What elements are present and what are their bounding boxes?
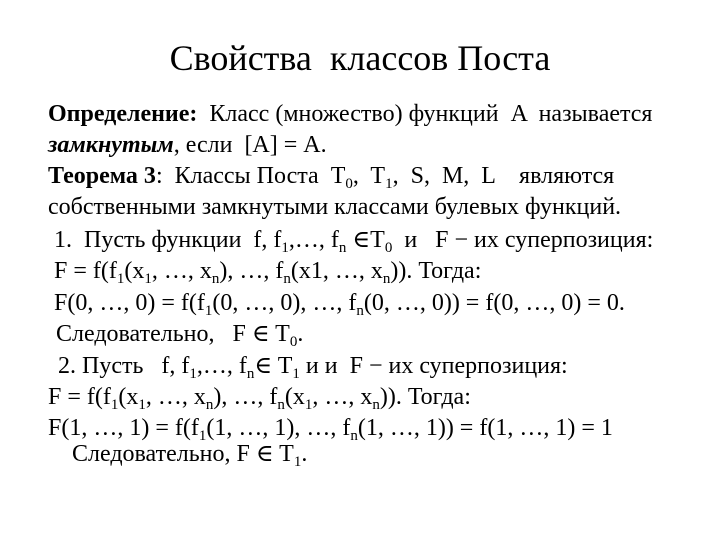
text: (1, …, 1), …, f: [206, 415, 351, 441]
definition-label: Определение:: [48, 101, 198, 127]
definition-text: Класс (множество) функций A называется: [197, 101, 653, 127]
subscript: n: [338, 240, 347, 256]
text: , …, x: [312, 384, 373, 410]
text: )). Тогда:: [390, 258, 482, 284]
text: (x1, …, x: [290, 258, 383, 284]
subscript: 1: [281, 240, 289, 256]
proof2-line-4: [72, 440, 307, 468]
text: ), …, f: [213, 384, 278, 410]
text: (x: [124, 258, 145, 284]
text: 2. Пусть f, f: [52, 353, 190, 379]
text: , …, x: [145, 384, 206, 410]
subscript: n: [277, 397, 285, 413]
subscript: n: [211, 271, 220, 287]
text: ,…, f: [288, 227, 339, 253]
text: ∈ T: [254, 353, 293, 379]
subscript: 1: [144, 271, 152, 287]
text: F(0, …, 0) = f(f: [54, 290, 205, 316]
theorem-text-mid: , T: [352, 163, 386, 189]
definition-line-1: [48, 100, 652, 128]
text: и и F − их суперпозиция:: [299, 353, 568, 379]
subscript: n: [356, 303, 364, 319]
text: (x: [284, 384, 305, 410]
subscript: 1: [198, 428, 207, 444]
text: Следовательно, F ∈ T: [72, 441, 294, 467]
proof1-line-2: [54, 257, 481, 285]
proof1-line-3: [54, 289, 625, 317]
text: (0, …, 0)) = f(0, …, 0) = 0.: [363, 290, 625, 316]
text: .: [297, 321, 304, 347]
proof2-line-1: [52, 352, 568, 380]
text: (1, …, 1)) = f(1, …, 1) = 1: [357, 415, 613, 441]
subscript: n: [205, 397, 214, 413]
subscript: 1: [385, 176, 393, 192]
text: .: [301, 441, 308, 467]
text: Следовательно, F ∈ T: [56, 321, 290, 347]
proof1-line-4: [56, 320, 303, 348]
text: ,…, f: [196, 353, 247, 379]
subscript: n: [246, 366, 255, 382]
subscript: 1: [116, 271, 125, 287]
subscript: 1: [110, 397, 119, 413]
theorem-text-rest: , S, M, L являются: [392, 163, 615, 189]
text: (0, …, 0), …, f: [212, 290, 357, 316]
text: (x: [118, 384, 139, 410]
subscript: 1: [293, 454, 302, 470]
proof2-line-3: [48, 414, 613, 442]
subscript: n: [382, 271, 391, 287]
definition-line-2: [48, 131, 327, 159]
theorem-label: Теорема 3: [48, 163, 156, 189]
subscript: 0: [289, 334, 298, 350]
proof1-line-1: [48, 226, 653, 254]
subscript: 1: [304, 397, 313, 413]
theorem-text: : Классы Поста T: [155, 163, 346, 189]
subscript: 1: [138, 397, 146, 413]
subscript: 1: [204, 303, 213, 319]
text: F = f(f: [48, 384, 111, 410]
subscript: 1: [292, 366, 300, 382]
subscript: n: [283, 271, 291, 287]
text: и F − их суперпозиция:: [392, 227, 654, 253]
subscript: n: [350, 428, 358, 444]
slide-title: Свойства классов Поста: [169, 38, 551, 78]
subscript: 0: [384, 240, 393, 256]
text: F(1, …, 1) = f(f: [48, 415, 199, 441]
text: F = f(f: [54, 258, 117, 284]
theorem-line-1: [48, 162, 614, 190]
subscript: 1: [189, 366, 197, 382]
text: , …, x: [151, 258, 212, 284]
theorem-line-2: собственными замкнутыми классами булевых функций.: [48, 194, 622, 220]
text: 1. Пусть функции f, f: [48, 227, 282, 253]
text: ∈T: [346, 227, 385, 253]
text: ), …, f: [219, 258, 284, 284]
subscript: n: [372, 397, 380, 413]
definition-text-2: , если [A] = A.: [173, 132, 327, 158]
text: )). Тогда:: [379, 384, 471, 410]
proof2-line-2: [48, 383, 471, 411]
definition-term: замкнутым: [48, 132, 174, 158]
subscript: 0: [345, 176, 353, 192]
